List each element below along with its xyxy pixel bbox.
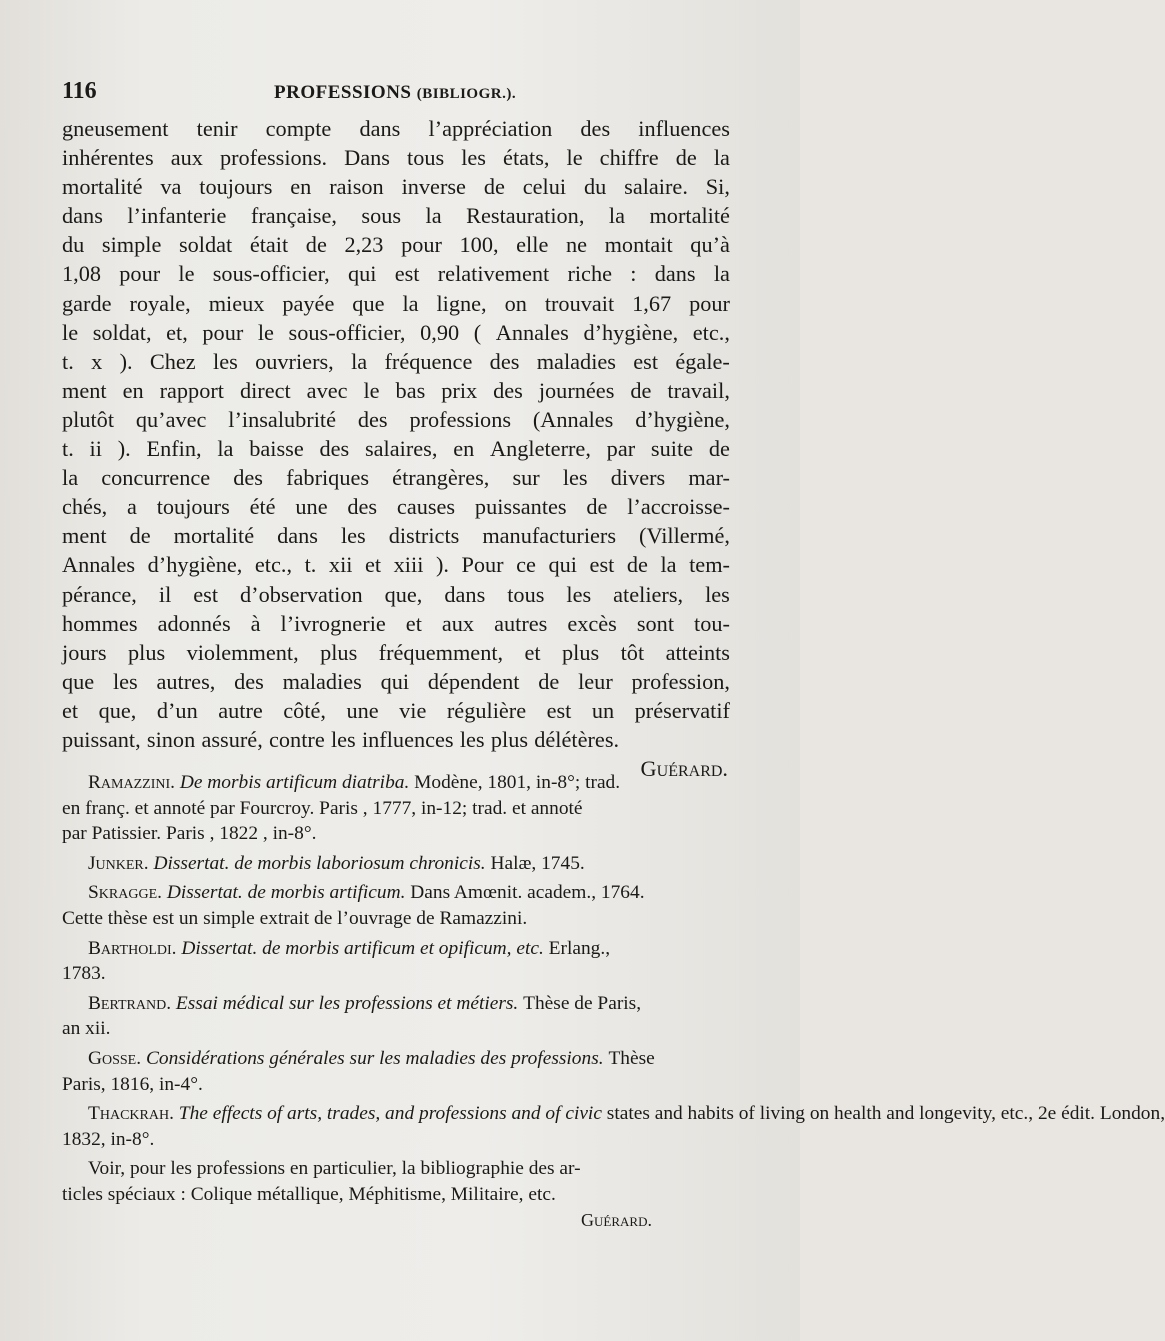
entry-title: Dissertat. de morbis laboriosum chronicis. xyxy=(153,852,486,874)
text-line: puissant, sinon assuré, contre les influences les plus délétères. xyxy=(62,726,620,752)
text-line: t. ii ). Enfin, la baisse des salaires, en Angleterre, par suite de xyxy=(62,436,730,462)
text-line: ment de mortalité dans les districts manufacturiers (Villermé, xyxy=(62,523,730,549)
text-line: chés, a toujours été une des causes puissantes de l’accroisse- xyxy=(62,494,730,520)
text-line: plutôt qu’avec l’insalubrité des professions (Annales d’hygiène, xyxy=(62,406,730,432)
entry-author: Gosse. xyxy=(88,1047,146,1069)
author-signature: Guérard. xyxy=(581,1209,652,1230)
body-text xyxy=(62,114,730,783)
entry-author: Ramazzini. xyxy=(88,772,180,793)
entry-details: Erlang., xyxy=(543,937,611,959)
bibliography-entry xyxy=(62,851,730,881)
bibliography-entry xyxy=(62,880,730,935)
entry-title: Dissertat. de morbis artificum et opificum, etc. xyxy=(181,937,544,959)
text-line: hommes adonnés à l’ivrognerie et aux autres excès sont tou- xyxy=(62,610,730,636)
entry-author: Skragge. xyxy=(88,882,167,904)
text-line: ment en rapport direct avec le bas prix des journées de travail, xyxy=(62,377,730,403)
text-line: dans l’infanterie française, sous la Restauration, la mortalité xyxy=(62,203,730,229)
entry-line: an xii. xyxy=(62,1018,111,1040)
entry-details: Dans Amœnit. academ., 1764. xyxy=(405,882,645,904)
text-line: t. x ). Chez les ouvriers, la fréquence des maladies est égale- xyxy=(62,348,730,374)
entry-author: Bertrand. xyxy=(88,992,176,1014)
entry-author: Bartholdi. xyxy=(88,937,182,959)
entry-title: The effects of arts, trades, and professions and of civic xyxy=(178,1103,602,1125)
bibliography-entry xyxy=(62,1046,730,1101)
text-line: garde royale, mieux payée que la ligne, on trouvait 1,67 pour xyxy=(62,290,730,316)
text-line: le soldat, et, pour le sous-officier, 0,90 ( Annales d’hygiène, etc., xyxy=(62,319,730,345)
closing-line: Voir, pour les professions en particulier, la bibliographie des ar- xyxy=(88,1158,581,1180)
entry-line: 1783. xyxy=(62,963,106,985)
bibliography-entry xyxy=(62,770,730,851)
text-line: gneusement tenir compte dans l’appréciation des influences xyxy=(62,116,730,141)
page-number: 116 xyxy=(62,78,97,104)
entry-details: Thèse xyxy=(603,1047,655,1069)
entry-line: Cette thèse est un simple extrait de l’ouvrage de Ramazzini. xyxy=(62,907,528,929)
entry-author: Thackrah. xyxy=(88,1103,179,1125)
entry-line: Paris, 1816, in-4°. xyxy=(62,1073,203,1095)
text-line: la concurrence des fabriques étrangères, sur les divers mar- xyxy=(62,465,730,491)
bibliography-entry xyxy=(62,936,730,991)
entry-title: De morbis artificum diatriba. xyxy=(179,772,410,793)
entry-line: 1832, in-8°. xyxy=(62,1128,155,1150)
text-line: inhérentes aux professions. Dans tous les états, le chiffre de la xyxy=(62,145,730,171)
closing-line: ticles spéciaux : Colique métallique, Méphitisme, Militaire, etc. xyxy=(62,1183,556,1205)
text-line: pérance, il est d’observation que, dans tous les ateliers, les xyxy=(62,581,730,607)
running-head xyxy=(274,82,516,104)
bibliography xyxy=(62,770,1165,1233)
running-head-subtitle: (BIBLIOGR.). xyxy=(416,86,517,102)
entry-details: Halæ, 1745. xyxy=(485,852,585,874)
bibliography-entry xyxy=(62,1101,1165,1156)
author-signature: Guérard. xyxy=(640,756,728,782)
text-line: jours plus violemment, plus fréquemment, et plus tôt atteints xyxy=(62,639,730,665)
entry-title: Dissertat. de morbis artificum. xyxy=(166,882,406,904)
text-line: 1,08 pour le sous-officier, qui est relativement riche : dans la xyxy=(62,261,730,287)
bibliography-entry xyxy=(62,991,730,1046)
entry-line: en franç. et annoté par Fourcroy. Paris , 1777, in-12; trad. et annoté xyxy=(62,797,583,819)
entry-title: Considérations générales sur les maladies des professions. xyxy=(145,1047,604,1069)
entry-title: Essai médical sur les professions et métiers. xyxy=(175,992,519,1014)
text-line: et que, d’un autre côté, une vie régulière est un préservatif xyxy=(62,697,730,723)
text-line: du simple soldat était de 2,23 pour 100, elle ne montait qu’à xyxy=(62,232,730,258)
page-header xyxy=(62,78,732,114)
entry-details: Thèse de Paris, xyxy=(518,992,642,1014)
entry-details: states and habits of living on health and longevity, etc., 2e édit. London, xyxy=(601,1103,1165,1125)
text-line: que les autres, des maladies qui dépendent de leur profession, xyxy=(62,668,730,694)
entry-author: Junker. xyxy=(88,852,154,874)
text-line: Annales d’hygiène, etc., t. xii et xiii ). Pour ce qui est de la tem- xyxy=(62,552,730,578)
entry-line: par Patissier. Paris , 1822 , in-8°. xyxy=(62,823,317,845)
entry-details: Modène, 1801, in-8°; trad. xyxy=(409,772,621,793)
running-head-title: PROFESSIONS xyxy=(274,82,412,103)
text-line: mortalité va toujours en raison inverse de celui du salaire. Si, xyxy=(62,174,730,200)
